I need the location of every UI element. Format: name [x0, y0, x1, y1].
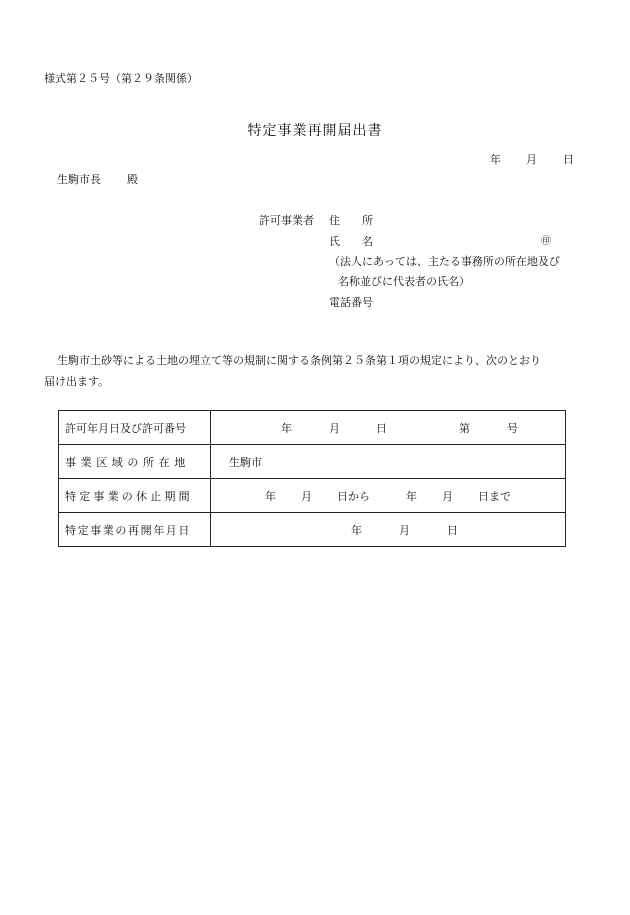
corporate-note-line-2: 名称並びに代表者の氏名） — [338, 275, 470, 288]
seal-mark: ㊞ — [541, 236, 551, 247]
table-row — [59, 445, 566, 479]
permit-date-number-label: 許可年月日及び許可番号 — [59, 411, 211, 445]
date-year-label: 年 — [490, 153, 501, 166]
resumption-year-label: 年 — [351, 523, 362, 537]
permit-month-label: 月 — [329, 421, 340, 435]
permit-number-suffix: 号 — [507, 421, 518, 435]
addressee — [57, 171, 138, 187]
form-number: 様式第２５号（第２９条関係） — [44, 72, 198, 85]
suspension-period-label: 特定事業の休止期間 — [59, 479, 211, 513]
body-text-line-2: 届け出ます。 — [44, 375, 110, 388]
resumption-month-label: 月 — [399, 523, 410, 537]
table-row — [59, 513, 566, 547]
project-location-value: 生駒市 — [229, 455, 262, 469]
table-row — [59, 411, 566, 445]
project-location-label: 事業区域の所在地 — [59, 445, 211, 479]
table-row — [59, 479, 566, 513]
corporate-note-line-1: （法人にあっては、主たる事務所の所在地及び — [329, 255, 560, 268]
addressee-name: 生駒市長 — [57, 173, 101, 186]
name-label: 氏 名 — [329, 235, 373, 248]
addressee-honorific: 殿 — [127, 173, 138, 186]
date-month-label: 月 — [526, 153, 537, 166]
applicant-label: 許可事業者 — [259, 214, 314, 227]
permit-year-label: 年 — [281, 421, 292, 435]
suspension-from-year: 年 — [265, 489, 276, 503]
suspension-to-month: 月 — [442, 489, 453, 503]
body-text-line-1: 生駒市土砂等による土地の埋立て等の規制に関する条例第２５条第１項の規定により、次のとおり — [57, 354, 541, 367]
permit-number-prefix: 第 — [459, 421, 470, 435]
notification-table — [58, 410, 566, 547]
phone-label: 電話番号 — [329, 296, 373, 309]
suspension-from-day: 日から — [337, 489, 370, 503]
permit-date-number-field[interactable] — [211, 411, 566, 445]
resumption-date-label: 特定事業の再開年月日 — [59, 513, 211, 547]
resumption-date-field[interactable] — [211, 513, 566, 547]
suspension-to-day: 日まで — [478, 489, 511, 503]
suspension-to-year: 年 — [406, 489, 417, 503]
resumption-day-label: 日 — [447, 523, 458, 537]
suspension-from-month: 月 — [301, 489, 312, 503]
permit-day-label: 日 — [376, 421, 387, 435]
date-day-label: 日 — [563, 153, 574, 166]
address-label: 住 所 — [329, 214, 373, 227]
document-title: 特定事業再開届出書 — [247, 123, 383, 139]
suspension-period-field[interactable] — [211, 479, 566, 513]
project-location-field[interactable] — [211, 445, 566, 479]
